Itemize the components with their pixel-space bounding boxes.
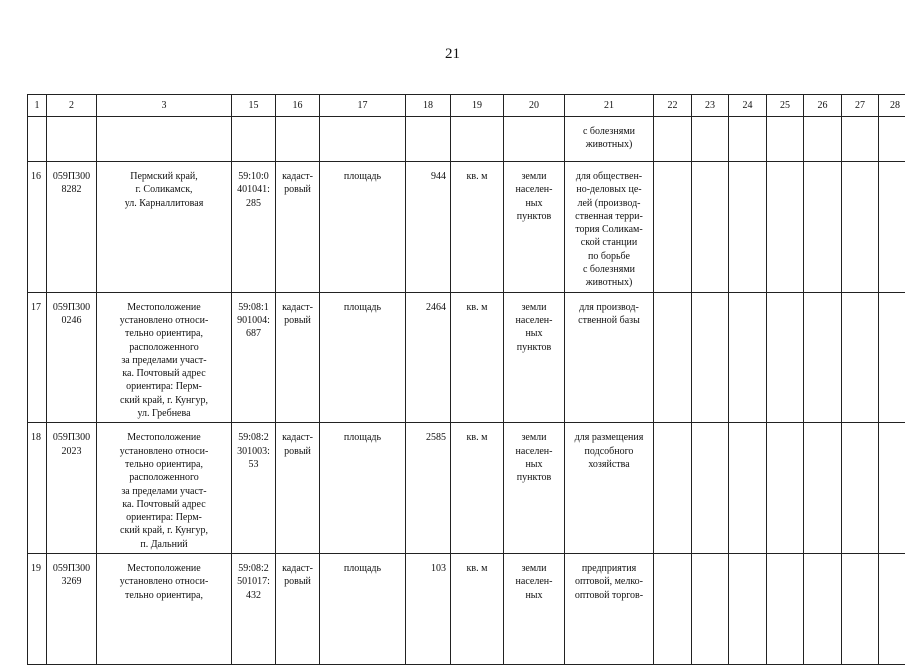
cell-permitted-use: предприятия оптовой, мелко- оптовой торгов- <box>565 554 654 665</box>
header-cell-area-unit: 19 <box>451 95 504 117</box>
cell-col-22 <box>654 423 692 554</box>
cell-registry-number: 059П300 8282 <box>47 162 97 293</box>
cell-address: Пермский край, г. Соликамск, ул. Карналлитовая <box>97 162 232 293</box>
cell-col-22 <box>654 117 692 162</box>
cell-row-number: 19 <box>28 554 47 665</box>
cell-cadastral-number: 59:08:2 301003: 53 <box>232 423 276 554</box>
cell-permitted-use: для производ- ственной базы <box>565 292 654 423</box>
header-cell-permitted-use: 21 <box>565 95 654 117</box>
cell-col-23 <box>692 117 729 162</box>
header-cell-col-26: 26 <box>804 95 842 117</box>
cell-address: Местоположение установлено относи- тельно ориентира, расположенного за пределами участ- ка. Почтовый адрес ориентира: Перм- ский край, г. Кунгур, ул. Гребнева <box>97 292 232 423</box>
header-cell-land-category: 20 <box>504 95 565 117</box>
header-cell-address: 3 <box>97 95 232 117</box>
cell-col-26 <box>804 292 842 423</box>
cell-area-type: площадь <box>320 554 406 665</box>
cell-col-25 <box>767 423 804 554</box>
cell-area-value: 103 <box>406 554 451 665</box>
cell-permitted-use: для размещения подсобного хозяйства <box>565 423 654 554</box>
cell-col-27 <box>842 162 879 293</box>
cell-col-23 <box>692 423 729 554</box>
header-cell-area-type: 17 <box>320 95 406 117</box>
cell-col-24 <box>729 117 767 162</box>
cell-row-number: 17 <box>28 292 47 423</box>
cell-number-type <box>276 117 320 162</box>
cell-cadastral-number <box>232 117 276 162</box>
cell-col-27 <box>842 423 879 554</box>
cadastral-table <box>27 94 905 665</box>
cell-col-22 <box>654 292 692 423</box>
cell-area-unit: кв. м <box>451 554 504 665</box>
cell-registry-number: 059П300 2023 <box>47 423 97 554</box>
cell-col-27 <box>842 117 879 162</box>
table-header-row <box>28 95 905 117</box>
cell-row-number <box>28 117 47 162</box>
cell-registry-number <box>47 117 97 162</box>
cell-cadastral-number: 59:08:1 901004: 687 <box>232 292 276 423</box>
cell-cadastral-number: 59:10:0 401041: 285 <box>232 162 276 293</box>
header-cell-row-number: 1 <box>28 95 47 117</box>
cell-area-type: площадь <box>320 423 406 554</box>
cell-row-number: 18 <box>28 423 47 554</box>
cell-number-type: кадаст- ровый <box>276 423 320 554</box>
cell-number-type: кадаст- ровый <box>276 554 320 665</box>
cell-col-28 <box>879 292 905 423</box>
cell-col-23 <box>692 162 729 293</box>
cell-area-value <box>406 117 451 162</box>
cell-address <box>97 117 232 162</box>
cell-area-value: 2464 <box>406 292 451 423</box>
header-cell-col-22: 22 <box>654 95 692 117</box>
cell-col-26 <box>804 423 842 554</box>
cell-area-unit <box>451 117 504 162</box>
cell-col-27 <box>842 292 879 423</box>
cell-col-26 <box>804 117 842 162</box>
cell-col-28 <box>879 162 905 293</box>
table-row <box>28 162 905 293</box>
cell-col-28 <box>879 117 905 162</box>
cell-registry-number: 059П300 3269 <box>47 554 97 665</box>
cell-col-25 <box>767 162 804 293</box>
cell-col-26 <box>804 554 842 665</box>
cell-permitted-use: с болезнями животных) <box>565 117 654 162</box>
cell-land-category: земли населен- ных пунктов <box>504 162 565 293</box>
cell-col-22 <box>654 162 692 293</box>
cell-col-24 <box>729 554 767 665</box>
cell-col-27 <box>842 554 879 665</box>
header-cell-col-24: 24 <box>729 95 767 117</box>
cell-col-28 <box>879 554 905 665</box>
table-row <box>28 292 905 423</box>
cell-address: Местоположение установлено относи- тельно ориентира, <box>97 554 232 665</box>
cell-col-25 <box>767 117 804 162</box>
header-cell-col-27: 27 <box>842 95 879 117</box>
cell-number-type: кадаст- ровый <box>276 292 320 423</box>
cell-land-category: земли населен- ных пунктов <box>504 423 565 554</box>
cell-land-category: земли населен- ных пунктов <box>504 292 565 423</box>
header-cell-area-value: 18 <box>406 95 451 117</box>
cell-area-value: 2585 <box>406 423 451 554</box>
cell-land-category: земли населен- ных <box>504 554 565 665</box>
cell-col-23 <box>692 554 729 665</box>
header-cell-registry-number: 2 <box>47 95 97 117</box>
header-cell-number-type: 16 <box>276 95 320 117</box>
cell-number-type: кадаст- ровый <box>276 162 320 293</box>
cell-address: Местоположение установлено относи- тельно ориентира, расположенного за пределами участ- ка. Почтовый адрес ориентира: Перм- ский край, г. Кунгур, п. Дальний <box>97 423 232 554</box>
cell-cadastral-number: 59:08:2 501017: 432 <box>232 554 276 665</box>
cell-col-26 <box>804 162 842 293</box>
page-number: 21 <box>0 46 905 63</box>
cell-registry-number: 059П300 0246 <box>47 292 97 423</box>
cell-permitted-use: для обществен- но-деловых це- лей (производ- ственная терри- тория Соликам- ской станции по борьбе с болезнями животных) <box>565 162 654 293</box>
cell-area-type: площадь <box>320 162 406 293</box>
cell-col-28 <box>879 423 905 554</box>
table-row <box>28 117 905 162</box>
header-cell-cadastral-number: 15 <box>232 95 276 117</box>
cell-col-23 <box>692 292 729 423</box>
cell-land-category <box>504 117 565 162</box>
table-row <box>28 554 905 665</box>
cell-area-value: 944 <box>406 162 451 293</box>
header-cell-col-23: 23 <box>692 95 729 117</box>
cell-area-type: площадь <box>320 292 406 423</box>
table-row <box>28 423 905 554</box>
cell-row-number: 16 <box>28 162 47 293</box>
cell-area-type <box>320 117 406 162</box>
cell-col-25 <box>767 554 804 665</box>
cell-area-unit: кв. м <box>451 292 504 423</box>
cell-col-24 <box>729 292 767 423</box>
cell-col-22 <box>654 554 692 665</box>
cell-area-unit: кв. м <box>451 423 504 554</box>
header-cell-col-28: 28 <box>879 95 905 117</box>
cell-col-25 <box>767 292 804 423</box>
cell-col-24 <box>729 162 767 293</box>
header-cell-col-25: 25 <box>767 95 804 117</box>
cell-area-unit: кв. м <box>451 162 504 293</box>
cell-col-24 <box>729 423 767 554</box>
